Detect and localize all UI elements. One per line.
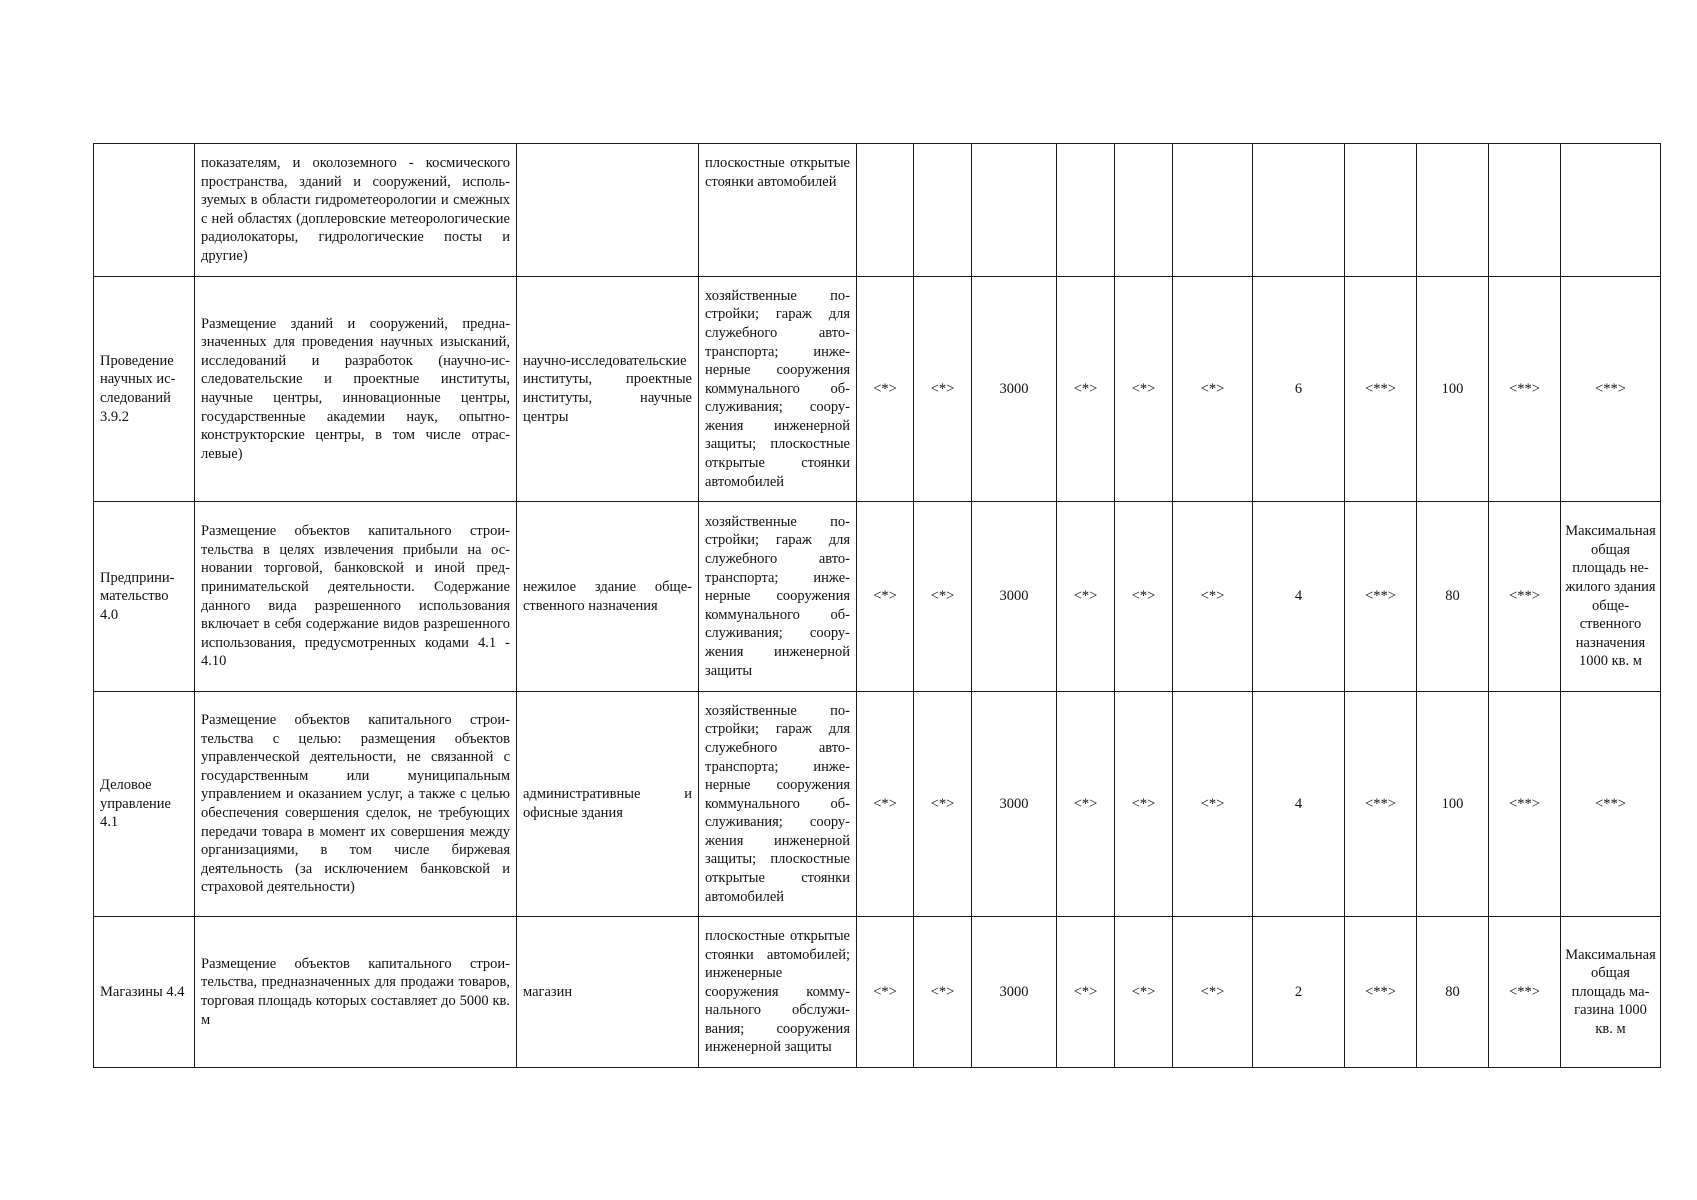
parameter-value-cell: 3000 xyxy=(972,917,1057,1068)
parameter-value-cell: <*> xyxy=(1057,502,1115,692)
parameter-value-cell: <*> xyxy=(914,692,972,917)
parameter-value-cell: <*> xyxy=(914,502,972,692)
main-use-cell: нежилое здание общественного назначения xyxy=(517,502,699,692)
parameter-value-cell: 80 xyxy=(1417,502,1489,692)
parameter-value-cell: <*> xyxy=(1057,277,1115,502)
note-cell: Максимальная общая площадь магазина 1000 кв. м xyxy=(1561,917,1661,1068)
note-cell: Максимальная общая площадь нежилого здания общественного назначения 1000 кв. м xyxy=(1561,502,1661,692)
parameter-value-cell: <**> xyxy=(1489,502,1561,692)
use-type-description-cell: Размещение зданий и сооружений, предназначенных для проведения научных изысканий, исследований и разработок (научно-исследовательские и проектные институты, научные центры, инновационные центры, государственные академии наук, опытно-конструкторские центры, в том числе отраслевые) xyxy=(195,277,517,502)
parameter-value-cell: 3000 xyxy=(972,277,1057,502)
auxiliary-use-cell: плоскостные открытые стоянки автомобилей xyxy=(699,144,857,277)
main-use-cell: магазин xyxy=(517,917,699,1068)
use-type-name-cell: Проведение научных исследований 3.9.2 xyxy=(94,277,195,502)
parameter-value-cell: 2 xyxy=(1253,917,1345,1068)
table-row xyxy=(94,502,1661,692)
parameter-value-cell: 80 xyxy=(1417,917,1489,1068)
parameter-value-cell xyxy=(1115,144,1173,277)
parameter-value-cell: <**> xyxy=(1489,917,1561,1068)
parameter-value-cell xyxy=(1057,144,1115,277)
use-type-name-cell: Предпринимательство 4.0 xyxy=(94,502,195,692)
main-use-cell: научно-исследовательские институты, проектные институты, научные центры xyxy=(517,277,699,502)
parameter-value-cell: <*> xyxy=(1173,277,1253,502)
auxiliary-use-cell: хозяйственные постройки; гараж для служебного автотранспорта; инженерные сооружения коммунального обслуживания; сооружения инженерной защиты; плоскостные открытые стоянки автомобилей xyxy=(699,692,857,917)
parameter-value-cell xyxy=(914,144,972,277)
land-use-regulations-table xyxy=(93,143,1661,1068)
main-use-cell xyxy=(517,144,699,277)
parameter-value-cell: <*> xyxy=(1115,692,1173,917)
parameter-value-cell: <*> xyxy=(857,502,914,692)
parameter-value-cell xyxy=(1417,144,1489,277)
parameter-value-cell: 100 xyxy=(1417,692,1489,917)
use-type-description-cell: Размещение объектов капитального строительства в целях извлечения прибыли на основании торговой, банковской и иной предпринимательской деятельности. Содержание данного вида разрешенного использования включает в себя содержание видов разрешенного использования, предусмотренных кодами 4.1 - 4.10 xyxy=(195,502,517,692)
auxiliary-use-cell: плоскостные открытые стоянки автомобилей; инженерные сооружения коммунального обслуживания; сооружения инженерной защиты xyxy=(699,917,857,1068)
parameter-value-cell: <*> xyxy=(857,917,914,1068)
use-type-description-cell: Размещение объектов капитального строительства с целью: размещения объектов управленческой деятельности, не связанной с государственным или муниципальным управлением и оказанием услуг, а также с целью обеспечения совершения сделок, не требующих передачи товара в момент их совершения между организациями, в том числе биржевая деятельность (за исключением банковской и страховой деятельности) xyxy=(195,692,517,917)
parameter-value-cell: 3000 xyxy=(972,692,1057,917)
parameter-value-cell: <**> xyxy=(1345,502,1417,692)
parameter-value-cell: <**> xyxy=(1345,692,1417,917)
parameter-value-cell: 6 xyxy=(1253,277,1345,502)
main-use-cell: административные и офисные здания xyxy=(517,692,699,917)
use-type-name-cell xyxy=(94,144,195,277)
parameter-value-cell: <*> xyxy=(914,917,972,1068)
note-cell: <**> xyxy=(1561,692,1661,917)
parameter-value-cell: <*> xyxy=(914,277,972,502)
parameter-value-cell: 3000 xyxy=(972,502,1057,692)
parameter-value-cell: <**> xyxy=(1345,277,1417,502)
parameter-value-cell: <*> xyxy=(1057,692,1115,917)
parameter-value-cell: 4 xyxy=(1253,692,1345,917)
table-body xyxy=(94,144,1661,1068)
table-row xyxy=(94,144,1661,277)
use-type-name-cell: Деловое управление 4.1 xyxy=(94,692,195,917)
auxiliary-use-cell: хозяйственные постройки; гараж для служебного автотранспорта; инженерные сооружения коммунального обслуживания; сооружения инженерной защиты; плоскостные открытые стоянки автомобилей xyxy=(699,277,857,502)
parameter-value-cell: <*> xyxy=(857,277,914,502)
parameter-value-cell: <*> xyxy=(1173,917,1253,1068)
parameter-value-cell: <*> xyxy=(1173,502,1253,692)
parameter-value-cell: <**> xyxy=(1489,277,1561,502)
use-type-name-cell: Магазины 4.4 xyxy=(94,917,195,1068)
parameter-value-cell: <*> xyxy=(1115,277,1173,502)
table-row xyxy=(94,917,1661,1068)
note-cell xyxy=(1561,144,1661,277)
parameter-value-cell xyxy=(1253,144,1345,277)
parameter-value-cell xyxy=(1173,144,1253,277)
note-cell: <**> xyxy=(1561,277,1661,502)
parameter-value-cell xyxy=(1345,144,1417,277)
parameter-value-cell xyxy=(1489,144,1561,277)
parameter-value-cell: <**> xyxy=(1345,917,1417,1068)
parameter-value-cell: <*> xyxy=(1173,692,1253,917)
use-type-description-cell: показателям, и околоземного - космического пространства, зданий и сооружений, используемых в области гидрометеорологии и смежных с ней областях (доплеровские метеорологические радиолокаторы, гидрологические посты и другие) xyxy=(195,144,517,277)
parameter-value-cell: <*> xyxy=(857,692,914,917)
parameter-value-cell: 4 xyxy=(1253,502,1345,692)
use-type-description-cell: Размещение объектов капитального строительства, предназначенных для продажи товаров, торговая площадь которых составляет до 5000 кв. м xyxy=(195,917,517,1068)
parameter-value-cell: <*> xyxy=(1115,917,1173,1068)
table-row xyxy=(94,692,1661,917)
parameter-value-cell xyxy=(972,144,1057,277)
parameter-value-cell: 100 xyxy=(1417,277,1489,502)
auxiliary-use-cell: хозяйственные постройки; гараж для служебного автотранспорта; инженерные сооружения коммунального обслуживания; сооружения инженерной защиты xyxy=(699,502,857,692)
table-row xyxy=(94,277,1661,502)
parameter-value-cell: <*> xyxy=(1057,917,1115,1068)
parameter-value-cell xyxy=(857,144,914,277)
parameter-value-cell: <*> xyxy=(1115,502,1173,692)
parameter-value-cell: <**> xyxy=(1489,692,1561,917)
